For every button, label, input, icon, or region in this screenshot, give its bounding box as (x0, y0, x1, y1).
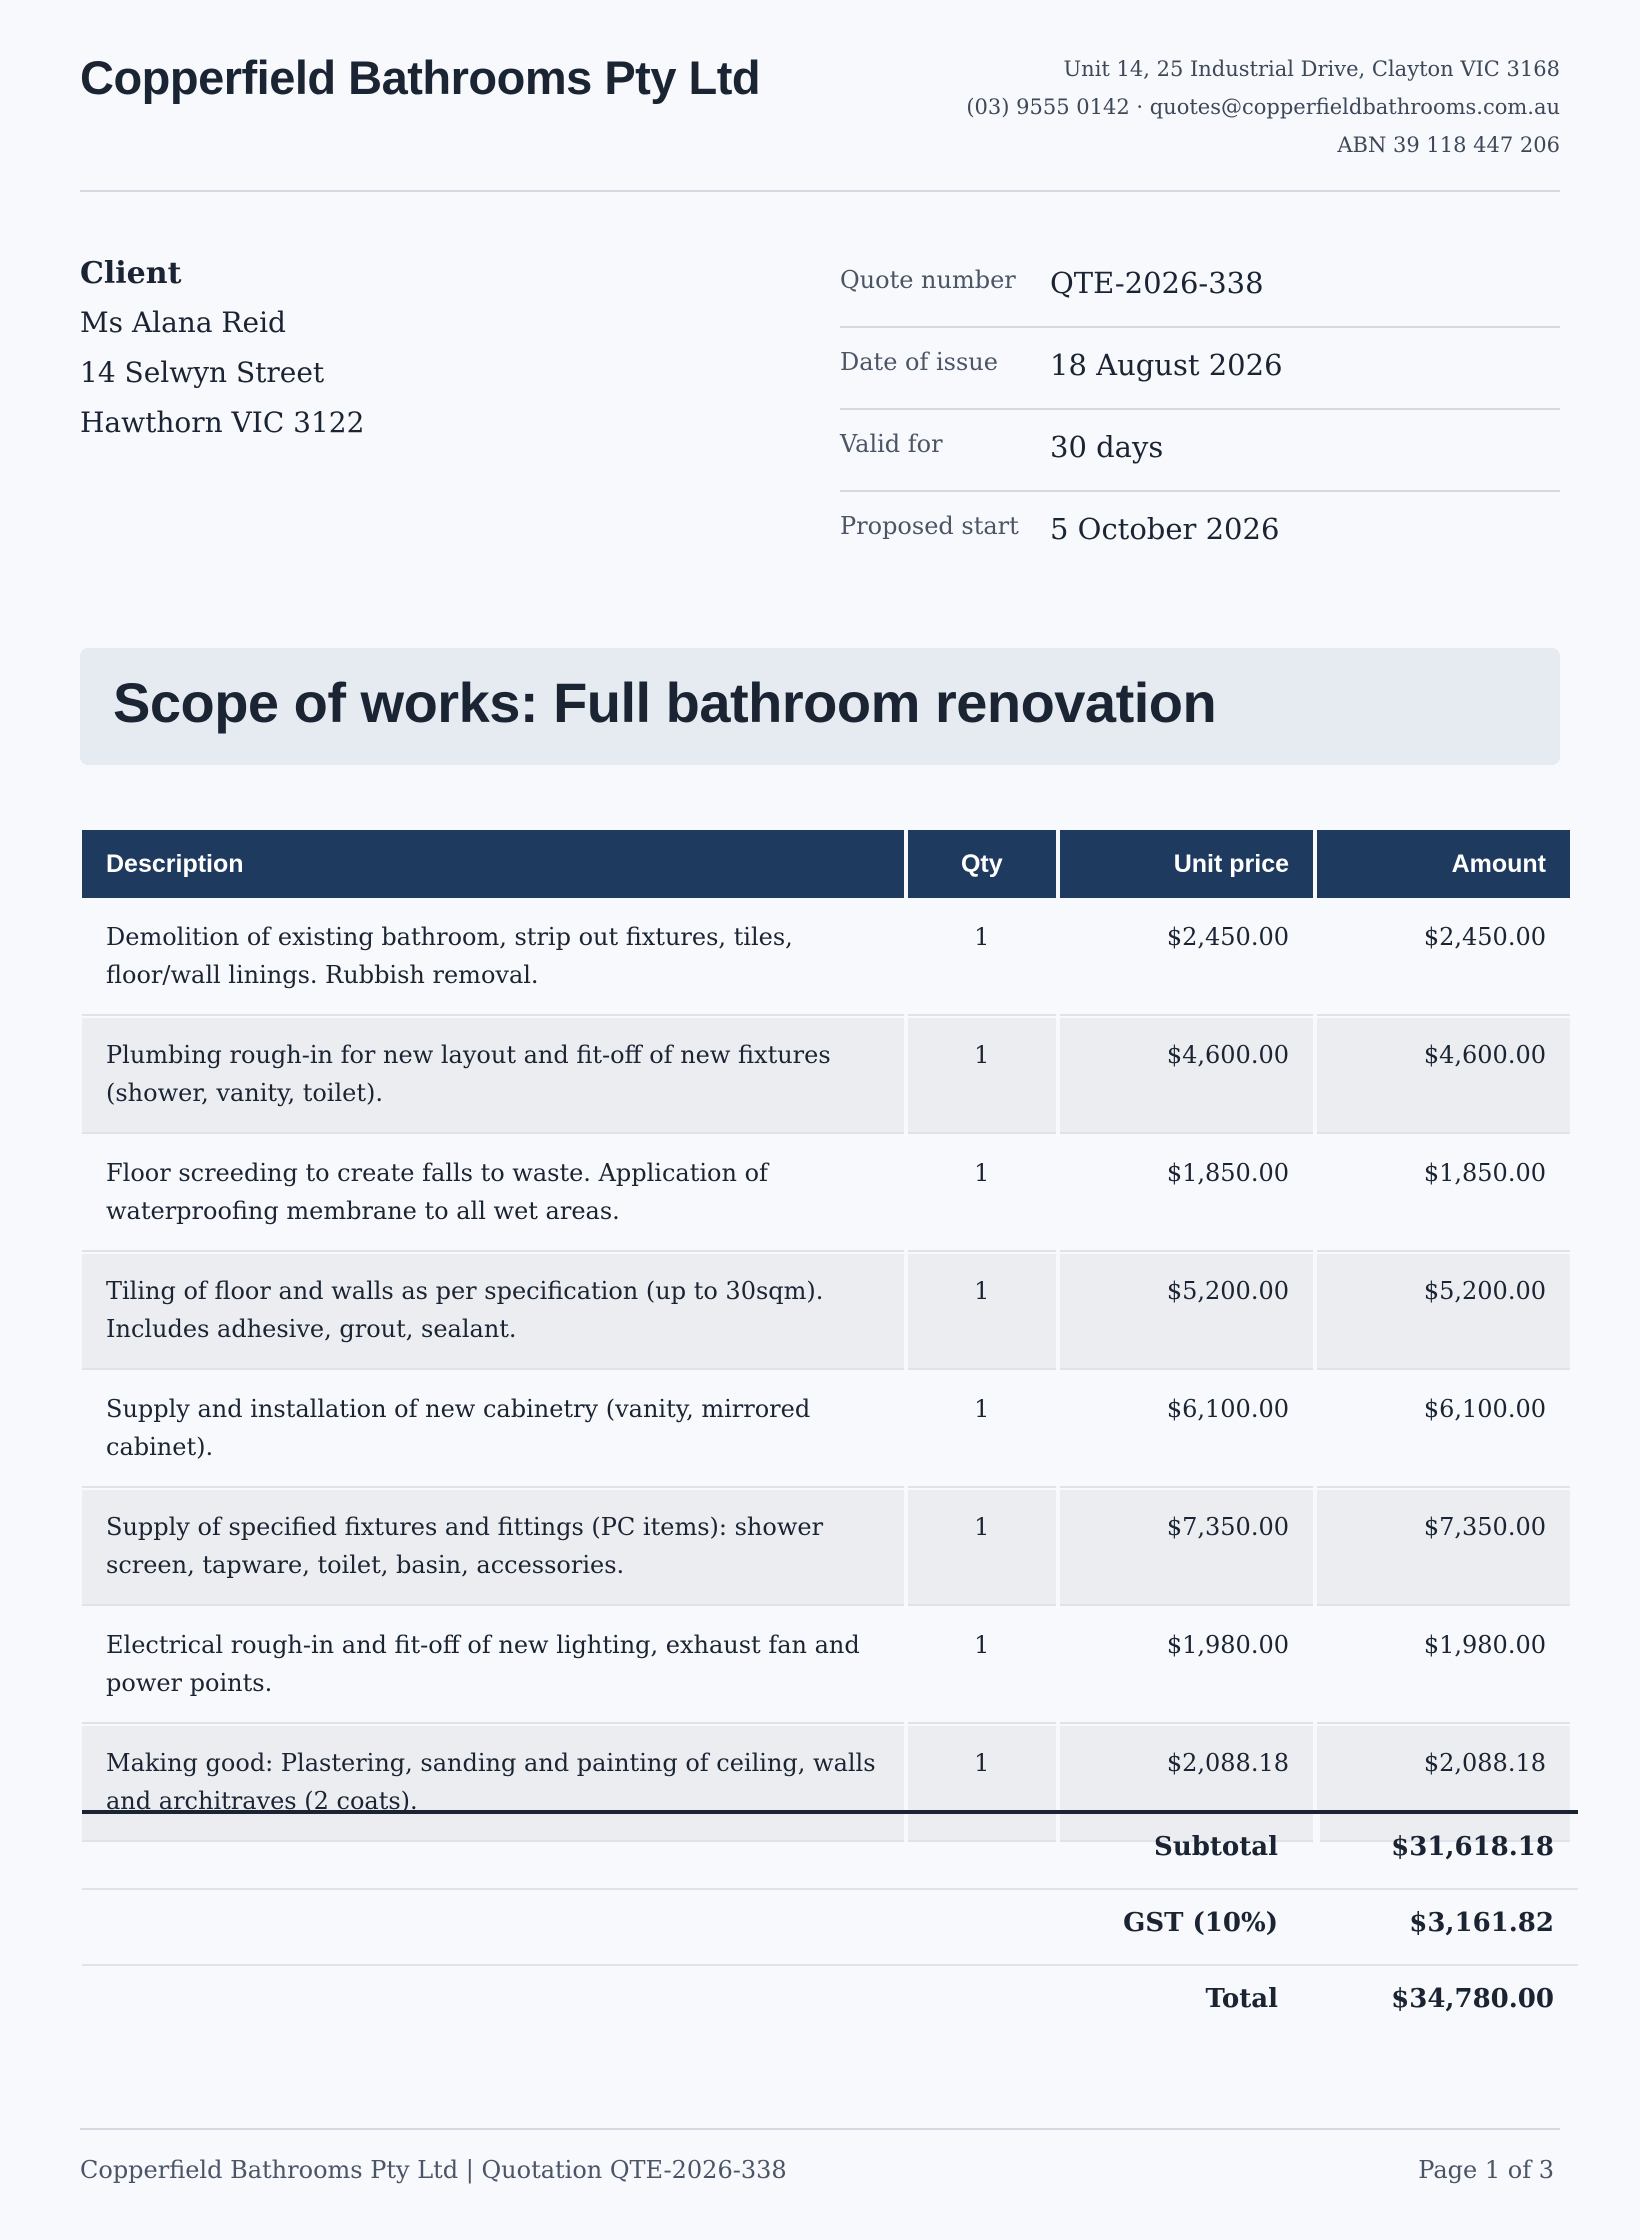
gst-value: $3,161.82 (1409, 1908, 1554, 1938)
table-row (82, 1018, 1570, 1134)
meta-row-quote-number (840, 246, 1560, 328)
total-label: Total (1205, 1984, 1278, 2014)
table-row (82, 1372, 1570, 1488)
item-description: Demolition of existing bathroom, strip out fixtures, tiles, floor/wall linings. Rubbish removal. (82, 900, 904, 1016)
company-abn: ABN 39 118 447 206 (1337, 133, 1560, 157)
table-row (82, 1254, 1570, 1370)
meta-value: 30 days (1050, 430, 1164, 464)
item-unit-price: $1,980.00 (1060, 1608, 1313, 1724)
item-qty: 1 (908, 1372, 1056, 1488)
meta-row-proposed-start (840, 492, 1560, 572)
table-row (82, 1136, 1570, 1252)
quote-page (80, 0, 1560, 2240)
item-unit-price: $4,600.00 (1060, 1018, 1313, 1134)
company-name: Copperfield Bathrooms Pty Ltd (80, 51, 761, 104)
column-divider (1316, 1814, 1320, 1888)
item-description: Making good: Plastering, sanding and painting of ceiling, walls and architraves (2 coats). (82, 1726, 904, 1842)
item-qty: 1 (908, 1018, 1056, 1134)
item-description: Supply of specified fixtures and fittings (PC items): shower screen, tapware, toilet, basin, accessories. (82, 1490, 904, 1606)
table-row (82, 1490, 1570, 1606)
item-unit-price: $7,350.00 (1060, 1490, 1313, 1606)
item-unit-price: $5,200.00 (1060, 1254, 1313, 1370)
item-description: Plumbing rough-in for new layout and fit-off of new fixtures (shower, vanity, toilet). (82, 1018, 904, 1134)
meta-label: Quote number (840, 266, 1016, 294)
total-value: $34,780.00 (1391, 1984, 1554, 2014)
item-amount: $4,600.00 (1317, 1018, 1570, 1134)
item-description: Tiling of floor and walls as per specification (up to 30sqm). Includes adhesive, grout, sealant. (82, 1254, 904, 1370)
meta-value: QTE-2026-338 (1050, 266, 1264, 300)
item-qty: 1 (908, 1608, 1056, 1724)
item-qty: 1 (908, 900, 1056, 1016)
header-unit-price: Unit price (1060, 830, 1313, 898)
column-divider (1316, 1966, 1320, 2040)
header-amount: Amount (1317, 830, 1570, 898)
item-amount: $7,350.00 (1317, 1490, 1570, 1606)
quote-meta (840, 246, 1560, 572)
scope-title: Scope of works: Full bathroom renovation (113, 671, 1217, 734)
item-unit-price: $2,450.00 (1060, 900, 1313, 1016)
subtotal-value: $31,618.18 (1391, 1832, 1554, 1862)
page-footer (80, 2128, 1560, 2184)
item-unit-price: $1,850.00 (1060, 1136, 1313, 1252)
table-row (82, 900, 1570, 1016)
item-qty: 1 (908, 1490, 1056, 1606)
item-amount: $2,088.18 (1317, 1726, 1570, 1842)
item-unit-price: $2,088.18 (1060, 1726, 1313, 1842)
meta-label: Valid for (840, 430, 943, 458)
meta-value: 5 October 2026 (1050, 512, 1280, 546)
item-description: Supply and installation of new cabinetry (vanity, mirrored cabinet). (82, 1372, 904, 1488)
item-description: Electrical rough-in and fit-off of new lighting, exhaust fan and power points. (82, 1608, 904, 1724)
company-phone-email: (03) 9555 0142 · quotes@copperfieldbathrooms.com.au (966, 95, 1560, 119)
meta-label: Date of issue (840, 348, 998, 376)
subtotal-label: Subtotal (1154, 1832, 1278, 1862)
gst-row (82, 1890, 1578, 1966)
gst-label: GST (10%) (1123, 1908, 1278, 1938)
meta-value: 18 August 2026 (1050, 348, 1283, 382)
letterhead (80, 44, 1560, 192)
item-unit-price: $6,100.00 (1060, 1372, 1313, 1488)
item-qty: 1 (908, 1254, 1056, 1370)
client-street: 14 Selwyn Street (80, 356, 325, 389)
company-contact-block (966, 50, 1560, 164)
header-description: Description (82, 830, 904, 898)
item-amount: $1,980.00 (1317, 1608, 1570, 1724)
subtotal-row (82, 1814, 1578, 1890)
meta-label: Proposed start (840, 512, 1019, 540)
client-suburb: Hawthorn VIC 3122 (80, 406, 365, 439)
line-items-table (78, 828, 1574, 1844)
table-row (82, 1608, 1570, 1724)
column-divider (1316, 1890, 1320, 1964)
company-address: Unit 14, 25 Industrial Drive, Clayton VIC 3168 (1063, 57, 1560, 81)
page-number: Page 1 of 3 (1418, 2156, 1554, 2184)
meta-row-valid-for (840, 410, 1560, 492)
totals-block (82, 1810, 1578, 2040)
client-name: Ms Alana Reid (80, 306, 286, 339)
footer-document-ref: Copperfield Bathrooms Pty Ltd | Quotation QTE-2026-338 (80, 2156, 787, 2184)
table-header-row (82, 830, 1570, 898)
item-qty: 1 (908, 1136, 1056, 1252)
header-qty: Qty (908, 830, 1056, 898)
item-qty: 1 (908, 1726, 1056, 1842)
client-block (80, 250, 364, 448)
client-heading: Client (80, 256, 182, 291)
item-description: Floor screeding to create falls to waste. Application of waterproofing membrane to all wet areas. (82, 1136, 904, 1252)
item-amount: $5,200.00 (1317, 1254, 1570, 1370)
meta-row-date-of-issue (840, 328, 1560, 410)
item-amount: $1,850.00 (1317, 1136, 1570, 1252)
item-amount: $6,100.00 (1317, 1372, 1570, 1488)
total-row (82, 1966, 1578, 2040)
item-amount: $2,450.00 (1317, 900, 1570, 1016)
scope-banner (80, 648, 1560, 765)
